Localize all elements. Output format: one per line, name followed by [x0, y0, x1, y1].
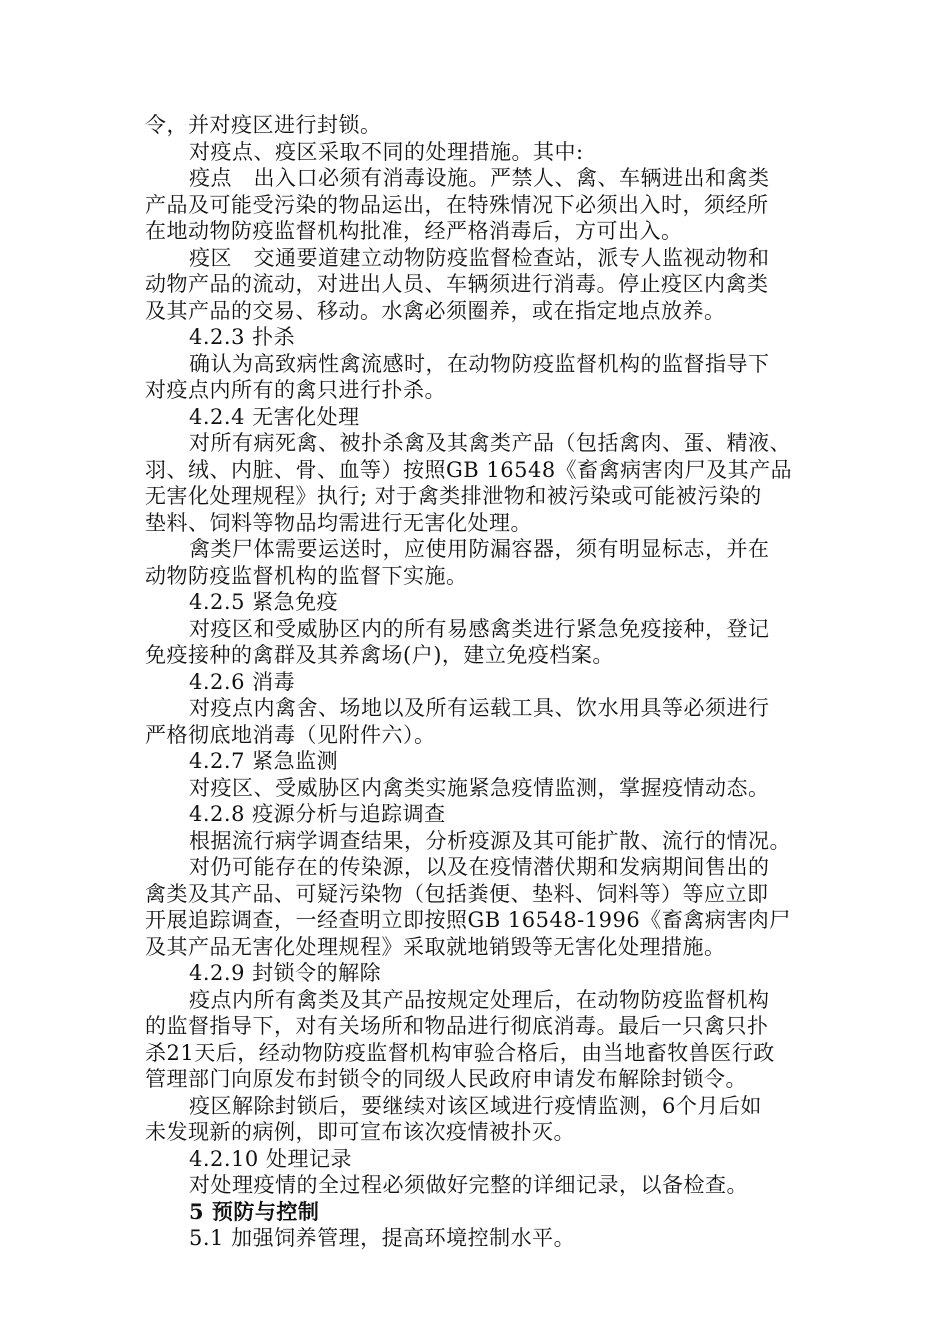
text-line: 杀21天后，经动物防疫监督机构审验合格后，由当地畜牧兽医行政	[145, 1040, 775, 1065]
text-line: 对疫点、疫区采取不同的处理措施。其中:	[189, 139, 584, 164]
text-line: 对疫点内禽舍、场地以及所有运载工具、饮水用具等必须进行	[189, 696, 770, 720]
text-line: 禽类尸体需要运送时，应使用防漏容器，须有明显标志，并在	[189, 537, 770, 561]
section-heading: 5 预防与控制	[189, 1198, 320, 1224]
text-line: 对所有病死禽、被扑杀禽及其禽类产品（包括禽肉、蛋、精液、	[189, 431, 791, 455]
document-body	[145, 112, 815, 1252]
text-line: 疫点 出入口必须有消毒设施。严禁人、禽、车辆进出和禽类	[189, 166, 770, 190]
text-line: 无害化处理规程》执行; 对于禽类排泄物和被污染或可能被污染的	[145, 484, 762, 508]
text-line: 疫区 交通要道建立动物防疫监督检查站，派专人监视动物和	[189, 245, 770, 270]
text-line: 的监督指导下，对有关场所和物品进行彻底消毒。最后一只禽只扑	[145, 1014, 769, 1038]
text-line: 4.2.5 紧急免疫	[189, 590, 339, 614]
text-line: 对疫区和受威胁区内的所有易感禽类进行紧急免疫接种，登记	[189, 616, 770, 641]
text-line: 根据流行病学调查结果，分析疫源及其可能扩散、流行的情况。	[189, 828, 791, 853]
text-line: 4.2.10 处理记录	[189, 1146, 352, 1171]
text-line: 禽类及其产品、可疑污染物（包括粪便、垫料、饲料等）等应立即	[145, 881, 769, 906]
text-line: 4.2.6 消毒	[189, 669, 296, 694]
text-line: 动物防疫监督机构的监督下实施。	[145, 563, 468, 588]
text-line: 对疫点内所有的禽只进行扑杀。	[145, 378, 446, 402]
text-line: 免疫接种的禽群及其养禽场(户)，建立免疫档案。	[145, 643, 614, 667]
text-line: 4.2.9 封锁令的解除	[189, 961, 382, 985]
text-line: 产品及可能受污染的物品运出，在特殊情况下必须出入时，须经所	[145, 192, 769, 217]
text-line: 令，并对疫区进行封锁。	[145, 113, 382, 137]
text-line: 动物产品的流动，对进出人员、车辆须进行消毒。停止疫区内禽类	[145, 272, 769, 296]
text-line: 严格彻底地消毒（见附件六）。	[145, 722, 436, 747]
text-line: 羽、绒、内脏、骨、血等）按照GB 16548《畜禽病害肉尸及其产品	[145, 457, 793, 482]
text-line: 疫区解除封锁后，要继续对该区域进行疫情监测，6个月后如	[189, 1093, 762, 1118]
text-line: 4.2.8 疫源分析与追踪调查	[189, 802, 446, 826]
text-line: 管理部门向原发布封锁令的同级人民政府申请发布解除封锁令。	[145, 1067, 747, 1091]
text-line: 疫点内所有禽类及其产品按规定处理后，在动物防疫监督机构	[189, 987, 770, 1012]
text-line: 对处理疫情的全过程必须做好完整的详细记录，以备检查。	[189, 1173, 748, 1197]
text-line: 及其产品的交易、移动。水禽必须圈养，或在指定地点放养。	[145, 298, 726, 323]
text-line: 4.2.7 紧急监测	[189, 749, 339, 773]
text-line: 确认为高致病性禽流感时，在动物防疫监督机构的监督指导下	[189, 351, 770, 376]
text-line: 垫料、饲料等物品均需进行无害化处理。	[145, 510, 532, 535]
text-line: 4.2.3 扑杀	[189, 325, 296, 349]
text-line: 未发现新的病例，即可宣布该次疫情被扑灭。	[145, 1120, 575, 1144]
text-line: 开展追踪调查，一经查明立即按照GB 16548-1996《畜禽病害肉尸	[145, 908, 791, 932]
text-line: 对仍可能存在的传染源，以及在疫情潜伏期和发病期间售出的	[189, 855, 770, 879]
text-line: 5.1 加强饲养管理，提高环境控制水平。	[189, 1226, 576, 1250]
text-line: 在地动物防疫监督机构批准，经严格消毒后，方可出入。	[145, 219, 683, 243]
text-line: 及其产品无害化处理规程》采取就地销毁等无害化处理措施。	[145, 934, 726, 959]
text-line: 对疫区、受威胁区内禽类实施紧急疫情监测，掌握疫情动态。	[189, 775, 770, 800]
text-line: 4.2.4 无害化处理	[189, 404, 360, 429]
